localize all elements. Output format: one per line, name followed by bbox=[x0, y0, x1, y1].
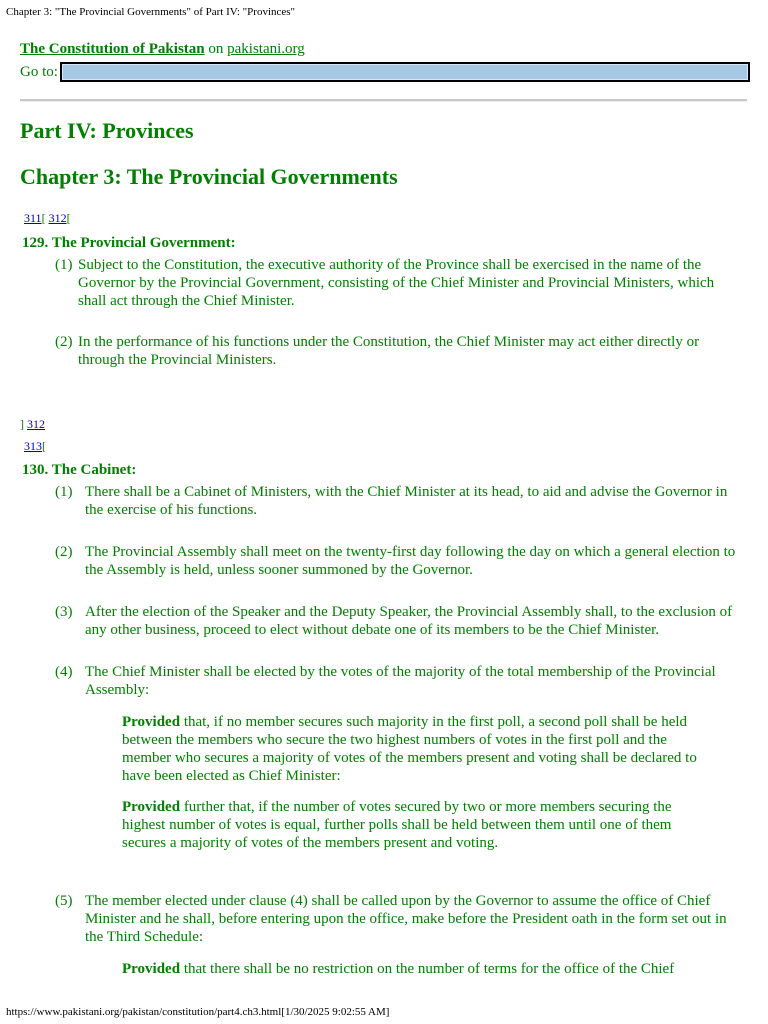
proviso-line: have been elected as Chief Minister: bbox=[122, 768, 341, 784]
clause-line: After the election of the Speaker and the Deputy Speaker, the Provincial Assembly shall, to the exclusion of bbox=[85, 604, 733, 620]
clause-line: Subject to the Constitution, the executive authority of the Province shall be exercised in the name of the bbox=[78, 257, 702, 273]
clause-number: (2) bbox=[55, 544, 73, 560]
article-130-heading: 130. The Cabinet: bbox=[22, 462, 137, 478]
clause-line: Assembly: bbox=[85, 682, 150, 698]
bracket-close: ] bbox=[20, 417, 24, 431]
proviso-line bbox=[122, 960, 722, 978]
chapter-title: Chapter 3: The Provincial Governments bbox=[20, 164, 398, 189]
proviso-line: highest number of votes is equal, further polls shall be held between them until one of them bbox=[122, 817, 672, 833]
goto-select[interactable] bbox=[60, 62, 750, 82]
footnote-refs-129 bbox=[24, 211, 71, 226]
proviso-keyword: Provided bbox=[122, 714, 181, 730]
clause-line: any other business, proceed to elect without debate one of its members to be the Chief Minister. bbox=[85, 622, 660, 638]
clause-line: the Third Schedule: bbox=[85, 929, 204, 945]
goto-row bbox=[20, 62, 750, 82]
clause-line: the Assembly is held, unless sooner summoned by the Governor. bbox=[85, 562, 473, 578]
proviso-keyword: Provided bbox=[122, 961, 181, 977]
clause-number: (1) bbox=[55, 484, 73, 500]
footnote-link-312[interactable]: 312 bbox=[48, 211, 67, 225]
proviso-2 bbox=[122, 798, 722, 852]
footnote-refs-130a bbox=[20, 417, 45, 432]
bracket-open: [ bbox=[42, 439, 46, 453]
clause-line: the exercise of his functions. bbox=[85, 502, 258, 518]
horizontal-rule bbox=[20, 99, 747, 102]
footnote-link-312b[interactable]: 312 bbox=[27, 417, 45, 431]
clause-number: (1) bbox=[55, 257, 73, 273]
on-text: on bbox=[208, 41, 224, 57]
clause-line: In the performance of his functions under the Constitution, the Chief Minister may act either directly or bbox=[78, 334, 700, 350]
footnote-link-313[interactable]: 313 bbox=[24, 439, 42, 453]
proviso-line bbox=[122, 798, 722, 816]
footnote-refs-130b bbox=[24, 439, 46, 454]
clause-line: The Chief Minister shall be elected by the votes of the majority of the total membership of the Provincial bbox=[85, 664, 716, 680]
clause-number: (3) bbox=[55, 604, 73, 620]
article-129-heading: 129. The Provincial Government: bbox=[22, 235, 236, 251]
proviso-text: that there shall be no restriction on the number of terms for the office of the Chief bbox=[180, 961, 675, 977]
proviso-1 bbox=[122, 713, 722, 785]
site-link[interactable]: pakistani.org bbox=[227, 41, 305, 57]
goto-label: Go to: bbox=[20, 63, 58, 80]
proviso-text: further that, if the number of votes secured by two or more members securing the bbox=[180, 799, 672, 815]
clause-line: Minister and he shall, before entering upon the office, make before the President oath in the form set out in bbox=[85, 911, 727, 927]
clause-line: There shall be a Cabinet of Ministers, with the Chief Minister at its head, to aid and advise the Governor in bbox=[85, 484, 728, 500]
part-title: Part IV: Provinces bbox=[20, 118, 194, 143]
proviso-text: that, if no member secures such majority in the first poll, a second poll shall be held bbox=[180, 714, 688, 730]
clause-line: The Provincial Assembly shall meet on the twenty-first day following the day on which a general election to bbox=[85, 544, 736, 560]
bracket-open: [ bbox=[66, 211, 71, 225]
proviso-line: member who secures a majority of votes of the members present and voting shall be declared to bbox=[122, 750, 697, 766]
print-header: Chapter 3: "The Provincial Governments" of Part IV: "Provinces" bbox=[6, 6, 296, 18]
clause-line: shall act through the Chief Minister. bbox=[78, 293, 295, 309]
footnote-link-311[interactable]: 311 bbox=[24, 211, 42, 225]
clause-line: The member elected under clause (4) shall be called upon by the Governor to assume the office of Chief bbox=[85, 893, 711, 909]
print-footer: https://www.pakistani.org/pakistan/constitution/part4.ch3.html[1/30/2025 9:02:55 AM] bbox=[6, 1006, 390, 1018]
clause-number: (4) bbox=[55, 664, 73, 680]
proviso-line: secures a majority of votes of the members present and voting. bbox=[122, 835, 499, 851]
clause-line: through the Provincial Ministers. bbox=[78, 352, 277, 368]
proviso-line: between the members who secure the two highest numbers of votes in the first poll and the bbox=[122, 732, 667, 748]
proviso-3 bbox=[122, 960, 722, 978]
constitution-link[interactable]: The Constitution of Pakistan bbox=[20, 41, 205, 57]
clause-line: Governor by the Provincial Government, consisting of the Chief Minister and Provincial Ministers, which bbox=[78, 275, 715, 291]
site-line bbox=[20, 41, 305, 58]
proviso-line bbox=[122, 713, 722, 731]
clause-number: (5) bbox=[55, 893, 73, 909]
proviso-keyword: Provided bbox=[122, 799, 181, 815]
clause-number: (2) bbox=[55, 334, 73, 350]
bracket-open: [ bbox=[41, 211, 46, 225]
